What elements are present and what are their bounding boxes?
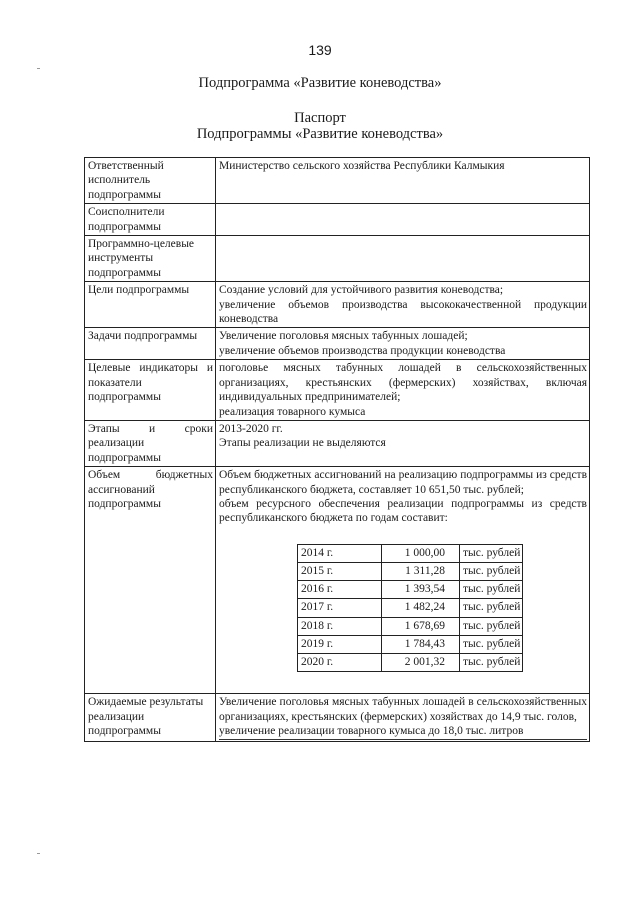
row-label-cell [85, 328, 216, 360]
table-row [85, 282, 590, 328]
row-content-cell [216, 420, 590, 466]
row-line: Министерство сельского хозяйства Республики Калмыкия [219, 160, 505, 172]
row-label: Объем бюджетных ассигнований подпрограммы [88, 469, 213, 510]
budget-year: 2016 г. [298, 581, 382, 599]
table-row [85, 158, 590, 204]
row-line: Увеличение поголовья мясных табунных лошадей в сельскохозяйственных организациях, крестьянских (фермерских) хозяйствах до 14,9 тыс. голов, [219, 696, 587, 723]
row-label-cell [85, 420, 216, 466]
budget-unit: тыс. рублей [460, 635, 523, 653]
budget-unit: тыс. рублей [460, 581, 523, 599]
budget-value: 1 482,24 [382, 599, 460, 617]
budget-year: 2017 г. [298, 599, 382, 617]
row-label-cell [85, 360, 216, 421]
budget-row [298, 581, 523, 599]
row-label-cell [85, 282, 216, 328]
row-line: Объем бюджетных ассигнований на реализацию подпрограммы из средств республиканского бюджета, составляет 10 651,50 тыс. рублей; [219, 469, 587, 496]
row-content-cell [216, 236, 590, 282]
budget-year: 2020 г. [298, 653, 382, 671]
budget-unit: тыс. рублей [460, 617, 523, 635]
budget-unit: тыс. рублей [460, 544, 523, 562]
row-line: 2013-2020 гг. [219, 422, 283, 435]
budget-row [298, 617, 523, 635]
row-label: Программно-целевые инструменты подпрограммы [88, 238, 195, 279]
row-label-cell [85, 158, 216, 204]
row-label-cell [85, 694, 216, 742]
table-row [85, 360, 590, 421]
subprogram-title: Подпрограмма «Развитие коневодства» [198, 75, 442, 91]
budget-row [298, 562, 523, 580]
underline-rule [219, 739, 587, 740]
budget-year: 2014 г. [298, 544, 382, 562]
budget-value: 2 001,32 [382, 653, 460, 671]
row-label-cell [85, 467, 216, 694]
budget-unit: тыс. рублей [460, 599, 523, 617]
budget-value: 1 784,43 [382, 635, 460, 653]
budget-year: 2015 г. [298, 562, 382, 580]
row-line: Этапы реализации не выделяются [219, 437, 386, 450]
row-label: Цели подпрограммы [88, 284, 190, 297]
passport-subtitle: Подпрограммы «Развитие коневодства» [196, 126, 444, 142]
budget-row [298, 599, 523, 617]
table-row [85, 694, 590, 742]
budget-year: 2019 г. [298, 635, 382, 653]
table-row [85, 236, 590, 282]
budget-unit: тыс. рублей [460, 653, 523, 671]
row-line: Создание условий для устойчивого развития коневодства; [219, 284, 504, 297]
passport-title: Паспорт [294, 110, 346, 126]
table-row [85, 420, 590, 466]
page-number: 139 [308, 42, 332, 58]
budget-unit: тыс. рублей [460, 562, 523, 580]
row-line: Увеличение поголовья мясных табунных лошадей; [219, 330, 468, 343]
row-line: объем ресурсного обеспечения реализации подпрограммы из средств республиканского бюджета по годам составит: [219, 497, 587, 525]
budget-value: 1 678,69 [382, 617, 460, 635]
row-content-cell [216, 328, 590, 360]
passport-table [84, 157, 590, 742]
budget-value: 1 000,00 [382, 544, 460, 562]
budget-row [298, 635, 523, 653]
row-label: Этапы и сроки реализации подпрограммы [88, 422, 213, 464]
table-row [85, 467, 590, 694]
row-line: поголовье мясных табунных лошадей в сельскохозяйственных организациях, крестьянских (фермерских) хозяйствах, включая индивидуальных предпринимателей; [219, 362, 587, 404]
scan-speck [37, 853, 40, 854]
row-line: увеличение реализации товарного кумыса до 18,0 тыс. литров [219, 724, 524, 737]
row-content-cell [216, 204, 590, 236]
row-content-cell [216, 467, 590, 694]
budget-row [298, 544, 523, 562]
row-label: Соисполнители подпрограммы [88, 206, 165, 233]
row-line: реализация товарного кумыса [219, 405, 366, 418]
budget-value: 1 393,54 [382, 581, 460, 599]
row-content-cell [216, 694, 590, 742]
budget-by-year-table [297, 544, 523, 672]
scan-speck [37, 68, 40, 69]
row-label-cell [85, 236, 216, 282]
row-content-cell [216, 282, 590, 328]
table-row [85, 328, 590, 360]
budget-value: 1 311,28 [382, 562, 460, 580]
row-label: Ответственный исполнитель подпрограммы [88, 160, 164, 201]
row-label: Целевые индикаторы и показатели подпрограммы [88, 362, 213, 404]
budget-year: 2018 г. [298, 617, 382, 635]
row-line: увеличение объемов производства высококачественной продукции коневодства [219, 298, 587, 326]
row-label: Задачи подпрограммы [88, 330, 198, 343]
row-label-cell [85, 204, 216, 236]
row-content-cell [216, 158, 590, 204]
row-label: Ожидаемые результаты реализации подпрограммы [88, 696, 204, 737]
row-line: увеличение объемов производства продукции коневодства [219, 344, 506, 357]
budget-row [298, 653, 523, 671]
row-content-cell [216, 360, 590, 421]
table-row [85, 204, 590, 236]
